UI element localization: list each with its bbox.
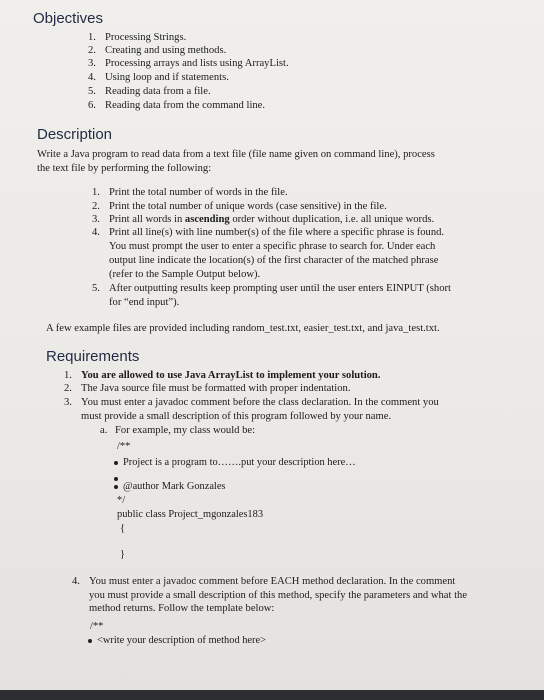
description-intro-line2: the text file by performing the following: (37, 163, 212, 174)
code-comment-open: /** (90, 621, 104, 632)
document-page: Objectives 1. Processing Strings. 2. Creating and using methods. 3. Processing arrays and lists using ArrayList. 4. Using loop and if statements. 5. Reading data from a file. 6. Reading data from the command line. Description Write a Java program to read data from a text file (file name given on command line), process the text file by performing the following: 1. Print the total number of words in the file. 2. Print the total number of unique words (case sensitive) in the file. 3. Print all words in ascending order without duplication, i.e. all unique words. 4. Print all line(s) with line number(s) of the file where a specific phrase is found. You must prompt the user to enter a specific phrase to search for. Under each output line indicate the location(s) of the first character of the matched phrase (refer to the Sample Output below). 5. After outputting results keep prompting user until the user enters EINPUT (short for “end input”). A few example files are provided including random_test.txt, easier_test.txt, and java_test.txt. Requirements 1. You are allowed to use Java ArrayList to implement your solution. 2. The Java source file must be formatted with proper indentation. 3. You must enter a javadoc comment before the class declaration. In the comment you must provide a small description of this program followed by your name. a. For example, my class would be: /** Project is a program to…….put your description here… @author Mark Gonzales */ public class Project_mgonzales183 { } 4. You must enter a javadoc comment before EACH method declaration. In the comment you must provide a small description of this method, specify the parameters and what the method returns. Follow the template below: /** <write your description of method here> (0, 0, 544, 700)
list-item-continuation: you must provide a small description of this method, specify the parameters and what the (89, 590, 468, 601)
list-item-continuation: output line indicate the location(s) of the first character of the matched phrase (109, 255, 439, 266)
list-item-continuation: must provide a small description of this program followed by your name. (81, 411, 392, 422)
code-comment-open: /** (117, 441, 131, 452)
example-files-text: A few example files are provided including random_test.txt, easier_test.txt, and java_test.txt. (46, 323, 440, 334)
bullet-icon (114, 485, 118, 489)
bullet-icon (88, 639, 92, 643)
code-line: Project is a program to…….put your description here… (114, 456, 356, 469)
bottom-edge-bar (0, 690, 544, 700)
code-brace-close: } (120, 549, 125, 560)
code-class-declaration: public class Project_mgonzales183 (117, 509, 264, 520)
code-comment-close: */ (117, 495, 126, 506)
list-item-continuation: (refer to the Sample Output below). (109, 269, 261, 280)
list-item-continuation: for “end input”). (109, 297, 180, 308)
requirements-heading: Requirements (46, 348, 140, 365)
description-heading: Description (37, 126, 113, 143)
list-item-continuation: method returns. Follow the template below: (89, 603, 275, 614)
code-line: @author Mark Gonzales (114, 480, 225, 493)
description-intro-line1: Write a Java program to read data from a text file (file name given on command line), process (37, 149, 435, 160)
bullet-icon (114, 461, 118, 465)
code-brace-open: { (120, 523, 125, 534)
code-line: <write your description of method here> (88, 634, 266, 647)
list-item-continuation: You must prompt the user to enter a specific phrase to search for. Under each (109, 241, 436, 252)
objectives-heading: Objectives (33, 10, 104, 27)
